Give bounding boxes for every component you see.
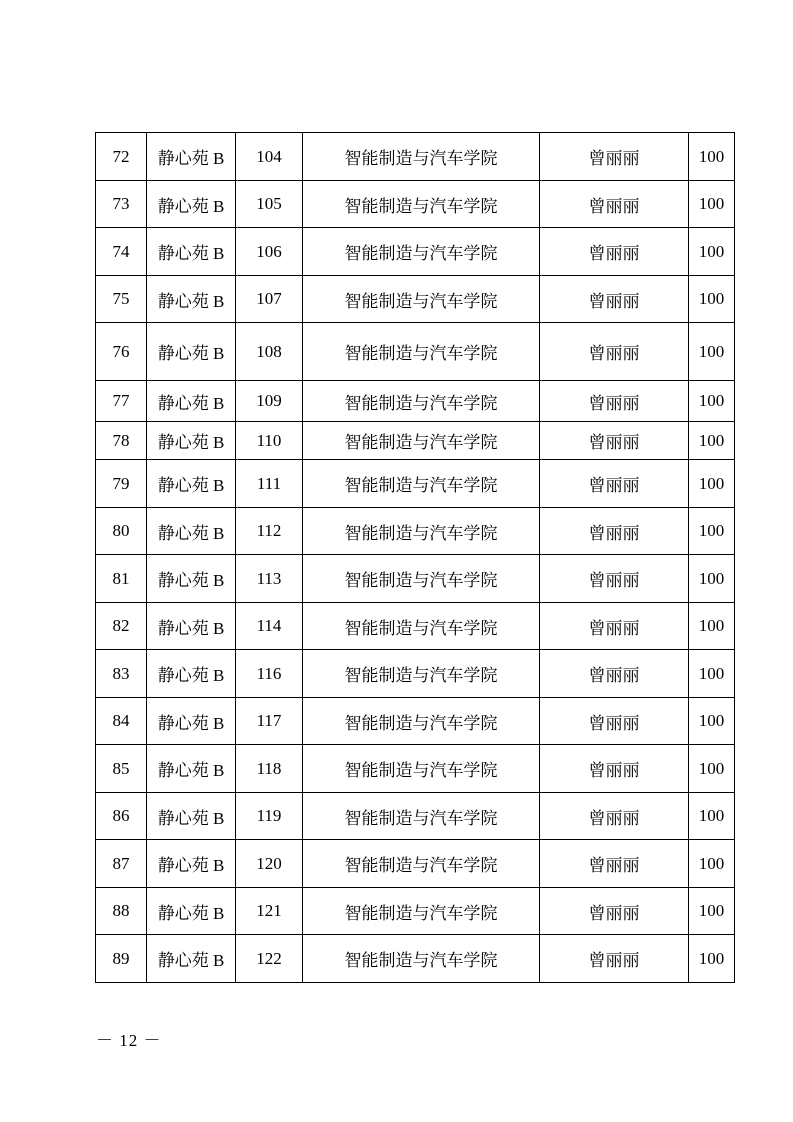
- counselor-cell: 曾丽丽: [540, 422, 689, 460]
- score-cell: 100: [689, 840, 735, 888]
- table-row: [96, 460, 735, 508]
- table-row: [96, 935, 735, 983]
- counselor-cell: 曾丽丽: [540, 745, 689, 793]
- row-number-cell: 77: [96, 381, 147, 422]
- row-number-cell: 76: [96, 323, 147, 381]
- building-cell: 静心苑 B: [147, 935, 236, 983]
- counselor-cell: 曾丽丽: [540, 323, 689, 381]
- counselor-cell: 曾丽丽: [540, 698, 689, 745]
- table-row: [96, 650, 735, 698]
- table-row: [96, 603, 735, 650]
- score-cell: 100: [689, 935, 735, 983]
- building-cell: 静心苑 B: [147, 603, 236, 650]
- college-cell: 智能制造与汽车学院: [303, 133, 540, 181]
- counselor-cell: 曾丽丽: [540, 650, 689, 698]
- college-cell: 智能制造与汽车学院: [303, 276, 540, 323]
- row-number-cell: 81: [96, 555, 147, 603]
- room-cell: 106: [236, 228, 303, 276]
- score-cell: 100: [689, 228, 735, 276]
- score-cell: 100: [689, 603, 735, 650]
- room-cell: 114: [236, 603, 303, 650]
- table-row: [96, 745, 735, 793]
- counselor-cell: 曾丽丽: [540, 840, 689, 888]
- score-cell: 100: [689, 422, 735, 460]
- score-cell: 100: [689, 381, 735, 422]
- table-row: [96, 840, 735, 888]
- table-row: [96, 508, 735, 555]
- row-number-cell: 79: [96, 460, 147, 508]
- counselor-cell: 曾丽丽: [540, 603, 689, 650]
- row-number-cell: 86: [96, 793, 147, 840]
- score-cell: 100: [689, 276, 735, 323]
- score-cell: 100: [689, 698, 735, 745]
- row-number-cell: 88: [96, 888, 147, 935]
- college-cell: 智能制造与汽车学院: [303, 840, 540, 888]
- room-score-table: [95, 132, 735, 983]
- room-cell: 122: [236, 935, 303, 983]
- score-cell: 100: [689, 745, 735, 793]
- row-number-cell: 85: [96, 745, 147, 793]
- counselor-cell: 曾丽丽: [540, 935, 689, 983]
- counselor-cell: 曾丽丽: [540, 460, 689, 508]
- building-cell: 静心苑 B: [147, 181, 236, 228]
- room-cell: 121: [236, 888, 303, 935]
- room-cell: 104: [236, 133, 303, 181]
- row-number-cell: 72: [96, 133, 147, 181]
- building-cell: 静心苑 B: [147, 228, 236, 276]
- college-cell: 智能制造与汽车学院: [303, 181, 540, 228]
- table-row: [96, 228, 735, 276]
- row-number-cell: 75: [96, 276, 147, 323]
- room-cell: 111: [236, 460, 303, 508]
- table-body: [96, 133, 735, 983]
- score-cell: 100: [689, 555, 735, 603]
- college-cell: 智能制造与汽车学院: [303, 888, 540, 935]
- building-cell: 静心苑 B: [147, 422, 236, 460]
- score-cell: 100: [689, 133, 735, 181]
- college-cell: 智能制造与汽车学院: [303, 698, 540, 745]
- room-cell: 120: [236, 840, 303, 888]
- table-row: [96, 422, 735, 460]
- building-cell: 静心苑 B: [147, 381, 236, 422]
- score-cell: 100: [689, 650, 735, 698]
- building-cell: 静心苑 B: [147, 555, 236, 603]
- counselor-cell: 曾丽丽: [540, 555, 689, 603]
- college-cell: 智能制造与汽车学院: [303, 508, 540, 555]
- college-cell: 智能制造与汽车学院: [303, 555, 540, 603]
- counselor-cell: 曾丽丽: [540, 508, 689, 555]
- table-row: [96, 133, 735, 181]
- score-cell: 100: [689, 323, 735, 381]
- table-row: [96, 793, 735, 840]
- table-row: [96, 381, 735, 422]
- college-cell: 智能制造与汽车学院: [303, 793, 540, 840]
- room-cell: 117: [236, 698, 303, 745]
- college-cell: 智能制造与汽车学院: [303, 935, 540, 983]
- room-cell: 109: [236, 381, 303, 422]
- row-number-cell: 74: [96, 228, 147, 276]
- table-row: [96, 555, 735, 603]
- counselor-cell: 曾丽丽: [540, 181, 689, 228]
- building-cell: 静心苑 B: [147, 323, 236, 381]
- counselor-cell: 曾丽丽: [540, 381, 689, 422]
- score-cell: 100: [689, 181, 735, 228]
- building-cell: 静心苑 B: [147, 508, 236, 555]
- college-cell: 智能制造与汽车学院: [303, 381, 540, 422]
- room-cell: 113: [236, 555, 303, 603]
- table-row: [96, 276, 735, 323]
- college-cell: 智能制造与汽车学院: [303, 650, 540, 698]
- counselor-cell: 曾丽丽: [540, 228, 689, 276]
- table-row: [96, 323, 735, 381]
- row-number-cell: 82: [96, 603, 147, 650]
- building-cell: 静心苑 B: [147, 745, 236, 793]
- table-row: [96, 888, 735, 935]
- score-cell: 100: [689, 460, 735, 508]
- score-cell: 100: [689, 508, 735, 555]
- score-cell: 100: [689, 793, 735, 840]
- college-cell: 智能制造与汽车学院: [303, 745, 540, 793]
- building-cell: 静心苑 B: [147, 793, 236, 840]
- college-cell: 智能制造与汽车学院: [303, 228, 540, 276]
- building-cell: 静心苑 B: [147, 133, 236, 181]
- building-cell: 静心苑 B: [147, 888, 236, 935]
- table-row: [96, 698, 735, 745]
- score-cell: 100: [689, 888, 735, 935]
- building-cell: 静心苑 B: [147, 276, 236, 323]
- row-number-cell: 78: [96, 422, 147, 460]
- room-cell: 112: [236, 508, 303, 555]
- row-number-cell: 84: [96, 698, 147, 745]
- row-number-cell: 87: [96, 840, 147, 888]
- row-number-cell: 83: [96, 650, 147, 698]
- college-cell: 智能制造与汽车学院: [303, 323, 540, 381]
- row-number-cell: 89: [96, 935, 147, 983]
- room-cell: 107: [236, 276, 303, 323]
- counselor-cell: 曾丽丽: [540, 888, 689, 935]
- counselor-cell: 曾丽丽: [540, 276, 689, 323]
- college-cell: 智能制造与汽车学院: [303, 460, 540, 508]
- counselor-cell: 曾丽丽: [540, 793, 689, 840]
- room-cell: 108: [236, 323, 303, 381]
- row-number-cell: 80: [96, 508, 147, 555]
- building-cell: 静心苑 B: [147, 698, 236, 745]
- building-cell: 静心苑 B: [147, 840, 236, 888]
- table-row: [96, 181, 735, 228]
- counselor-cell: 曾丽丽: [540, 133, 689, 181]
- building-cell: 静心苑 B: [147, 460, 236, 508]
- building-cell: 静心苑 B: [147, 650, 236, 698]
- room-cell: 110: [236, 422, 303, 460]
- room-cell: 119: [236, 793, 303, 840]
- row-number-cell: 73: [96, 181, 147, 228]
- college-cell: 智能制造与汽车学院: [303, 422, 540, 460]
- college-cell: 智能制造与汽车学院: [303, 603, 540, 650]
- room-cell: 116: [236, 650, 303, 698]
- page-number: － 12 －: [96, 1031, 162, 1050]
- room-cell: 118: [236, 745, 303, 793]
- room-cell: 105: [236, 181, 303, 228]
